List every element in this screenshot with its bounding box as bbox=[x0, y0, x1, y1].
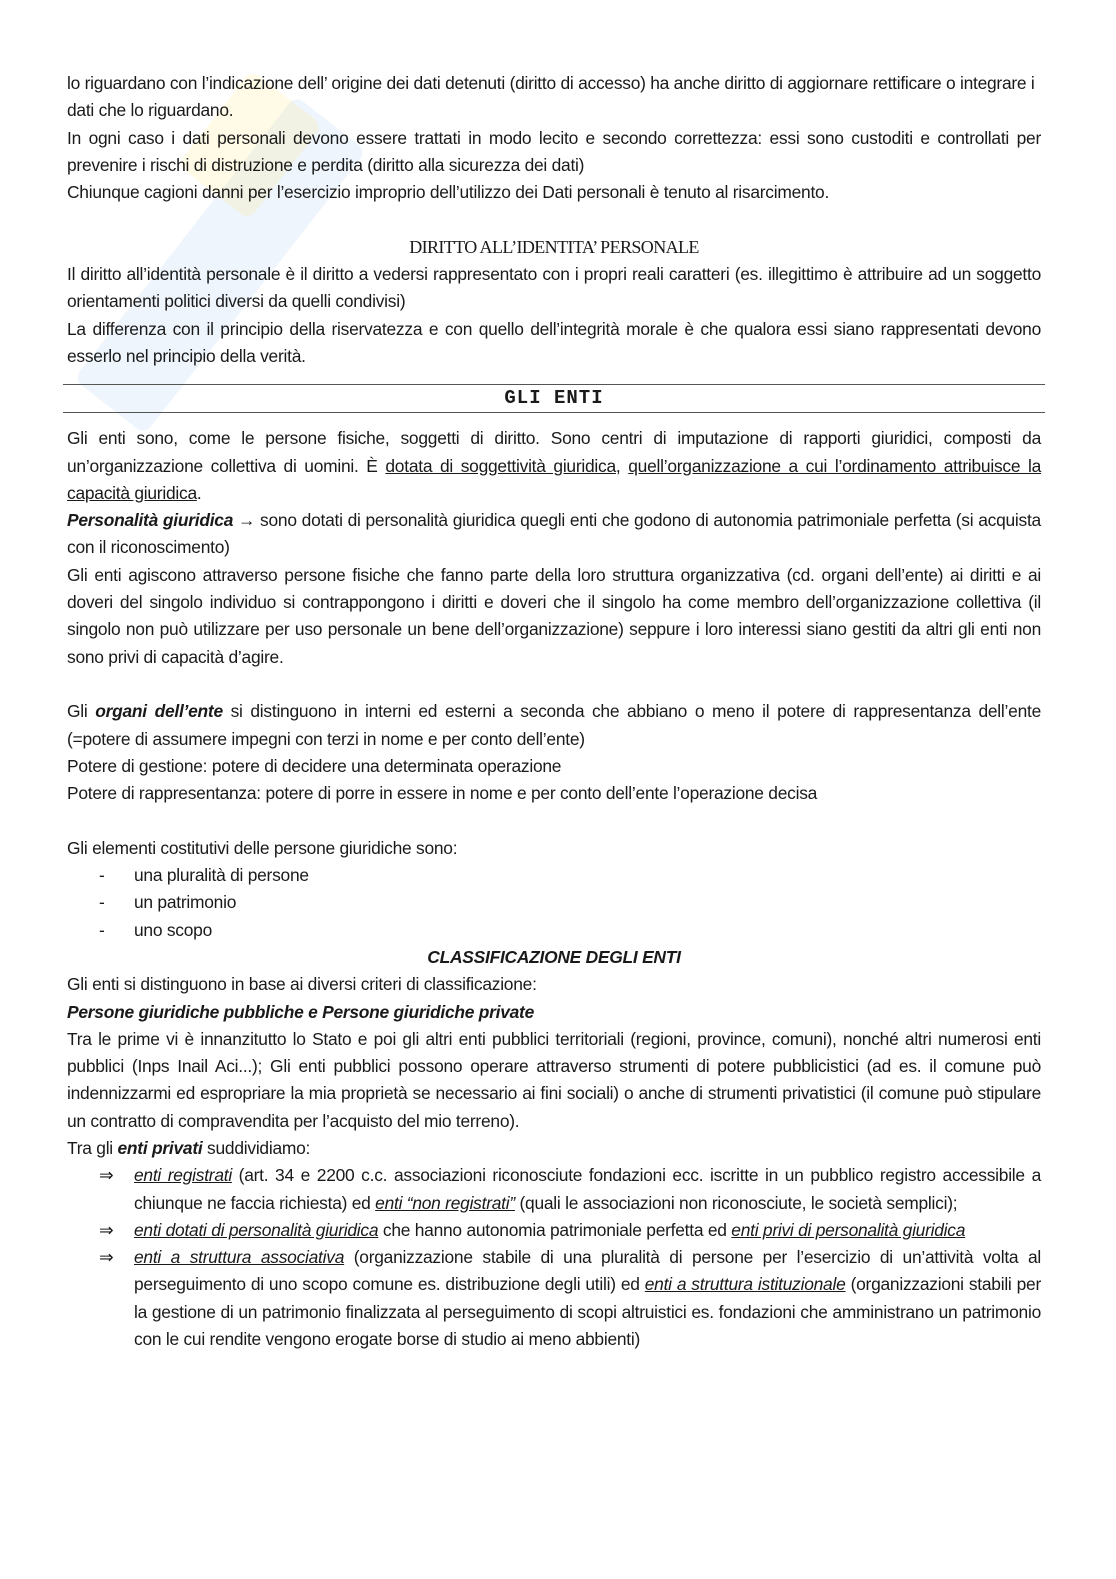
subsection-heading: CLASSIFICAZIONE DEGLI ENTI bbox=[427, 946, 681, 967]
list-item bbox=[97, 1162, 1041, 1217]
list-item: - uno scopo bbox=[97, 917, 1041, 944]
paragraph: Il diritto all’identità personale è il diritto a vedersi rappresentato con i propri reali caratteri (es. illegittimo è attribuire ad un soggetto orientamenti politici diversi da quelli condivisi) bbox=[67, 264, 1041, 312]
chapter-heading: GLI ENTI bbox=[63, 384, 1045, 413]
double-arrow-icon: ⇒ bbox=[99, 1165, 114, 1186]
term: organi dell’ente bbox=[95, 701, 223, 722]
arrow-icon: → bbox=[238, 510, 256, 531]
text: (organizzazione stabile di una pluralità di persone per l’esercizio di un’attività volta al perseguimento di uno scopo comune es. distribuzione degli utili) ed bbox=[134, 1247, 1041, 1295]
paragraph: lo riguardano con l’indicazione dell’ origine dei dati detenuti (diritto di accesso) ha anche diritto di aggiornare rettificare o integrare i dati che lo riguardano. bbox=[67, 73, 1035, 121]
text: sono dotati di personalità giuridica quegli enti che godono di autonomia patrimoniale perfetta (si acquista con il riconoscimento) bbox=[67, 510, 1041, 558]
paragraph: Gli enti agiscono attraverso persone fisiche che fanno parte della loro struttura organizzativa (cd. organi dell’ente) ai diritti e ai doveri del singolo individuo si contrappongono i diritti e doveri che il singolo ha come membro dell’organizzazione collettiva (il singolo non può utilizzare per uso personale un bene dell’organizzazione) seppure i loro interessi siano gestiti da altri gli enti non sono privi di capacità d’agire. bbox=[67, 564, 1041, 667]
paragraph: In ogni caso i dati personali devono essere trattati in modo lecito e secondo correttezza: essi sono custoditi e controllati per prevenire i rischi di distruzione e perdita (diritto alla sicurezza dei dati) bbox=[67, 127, 1041, 175]
paragraph: La differenza con il principio della riservatezza e con quello dell’integrità morale è che qualora essi siano rappresentati devono esserlo nel principio della verità. bbox=[67, 318, 1041, 366]
text: . bbox=[196, 482, 202, 503]
paragraph bbox=[67, 425, 1041, 507]
paragraph: Gli elementi costitutivi delle persone giuridiche sono: bbox=[67, 837, 458, 858]
underlined-text: dotata di soggettività giuridica bbox=[385, 455, 616, 476]
term: Personalità giuridica bbox=[67, 510, 234, 531]
underlined-term: enti a struttura associativa bbox=[134, 1247, 345, 1268]
text: (organizzazioni stabili per la gestione di un patrimonio finalizzata al perseguimento di scopi altruistici es. fondazioni che amministrano un patrimonio con le cui rendite vengono erogate borse di studio ai meno abbienti) bbox=[134, 1274, 1041, 1350]
section-heading: DIRITTO ALL’IDENTITA’ PERSONALE bbox=[409, 236, 699, 257]
paragraph: Potere di rappresentanza: potere di porre in essere in nome e per conto dell’ente l’operazione decisa bbox=[67, 783, 818, 804]
private-entities-list bbox=[67, 1162, 1041, 1353]
paragraph: Chiunque cagioni danni per l’esercizio improprio dell’utilizzo dei Dati personali è tenuto al risarcimento. bbox=[67, 182, 830, 203]
double-arrow-icon: ⇒ bbox=[99, 1247, 114, 1268]
underlined-term: enti dotati di personalità giuridica bbox=[134, 1219, 379, 1240]
paragraph bbox=[67, 698, 1041, 753]
text: Gli enti sono, come le persone fisiche, soggetti di diritto. Sono centri di imputazione di rapporti giuridici, composti da un’organizzazione collettiva di uomini. È bbox=[67, 428, 1041, 476]
text: suddividiamo: bbox=[202, 1137, 311, 1158]
paragraph: Gli enti si distinguono in base ai diversi criteri di classificazione: bbox=[67, 974, 537, 995]
subheading: Persone giuridiche pubbliche e Persone giuridiche private bbox=[67, 1001, 535, 1022]
text: (quali le associazioni non riconosciute, le società semplici); bbox=[514, 1192, 958, 1213]
underlined-term: enti registrati bbox=[134, 1165, 232, 1186]
text: si distinguono in interni ed esterni a seconda che abbiano o meno il potere di rappresentanza dell’ente (=potere di assumere impegni con terzi in nome e per conto dell’ente) bbox=[67, 701, 1041, 749]
text: , bbox=[615, 455, 629, 476]
list-item bbox=[97, 1217, 1041, 1244]
document-page bbox=[67, 70, 1041, 1353]
underlined-term: enti “non registrati” bbox=[375, 1192, 515, 1213]
list-item bbox=[97, 1244, 1041, 1353]
text: (art. 34 e 2200 c.c. associazioni riconosciute fondazioni ecc. iscritte in un pubblico registro accessibile a chiunque ne faccia richiesta) ed bbox=[134, 1165, 1041, 1213]
text: Tra gli bbox=[67, 1137, 118, 1158]
list-item: - una pluralità di persone bbox=[97, 862, 1041, 889]
paragraph bbox=[67, 507, 1041, 562]
paragraph: Tra le prime vi è innanzitutto lo Stato e poi gli altri enti pubblici territoriali (regioni, province, comuni), nonché altri numerosi enti pubblici (Inps Inail Aci...); Gli enti pubblici possono operare attraverso strumenti di potere pubblicistici (ad es. il comune può indennizzarmi ed espropriare la mia proprietà se necessario ai fini sociali) o anche di strumenti privatistici (il comune può stipulare un contratto di compravendita per l’acquisto del mio terreno). bbox=[67, 1028, 1041, 1131]
list-item: - un patrimonio bbox=[97, 889, 1041, 916]
double-arrow-icon: ⇒ bbox=[99, 1219, 114, 1240]
underlined-text: quell’organizzazione a cui l’ordinamento attribuisce la capacità giuridica bbox=[67, 455, 1042, 503]
underlined-term: enti a struttura istituzionale bbox=[644, 1274, 846, 1295]
paragraph bbox=[67, 1135, 1041, 1162]
underlined-term: enti privi di personalità giuridica bbox=[731, 1219, 966, 1240]
paragraph: Potere di gestione: potere di decidere una determinata operazione bbox=[67, 755, 562, 776]
text: Gli bbox=[67, 701, 96, 722]
term: enti privati bbox=[117, 1137, 203, 1158]
text: che hanno autonomia patrimoniale perfetta ed bbox=[378, 1219, 732, 1240]
elements-list bbox=[67, 862, 1041, 944]
